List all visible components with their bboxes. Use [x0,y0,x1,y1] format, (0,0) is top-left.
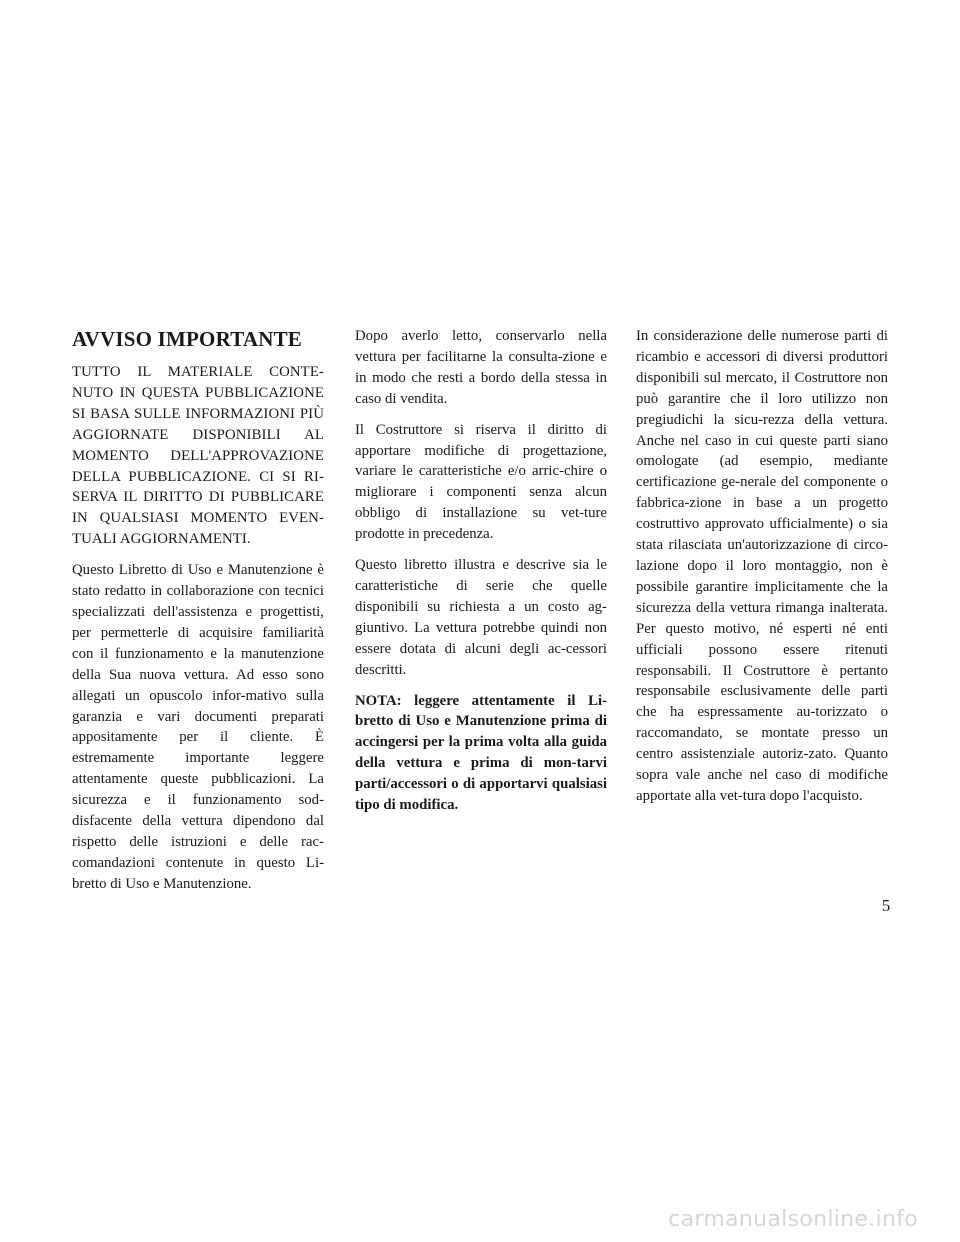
page-number: 5 [881,896,891,915]
page-title: AVVISO IMPORTANTE [72,327,303,351]
spare-parts-paragraph: In considerazione delle numerose parti di ricambio e accessori di diversi produttori disponibili sul mercato, il Costruttore non può garantire che il loro utilizzo non pregiudichi la sicu-rezza della vettura. Anche nel caso in cui queste parti siano omologate (ad esempio, mediante certificazione ge-nerale del componente o fabbrica-zione in base a un progetto costruttivo approvato ufficialmente) o sia stata rilasciata un'autorizzazione di circo-lazione dopo il loro montaggio, non è possibile garantire implicitamente che la sicurezza della vettura rimanga inalterata. Per questo motivo, né esperti né enti ufficiali possono essere ritenuti responsabili. Il Costruttore è pertanto responsabile esclusivamente delle parti che ha espressamente au-torizzato o raccomandato, se montate presso un centro assistenziale autoriz-zato. Quanto sopra vale anche nel caso di modifiche apportate alla vet-tura dopo l'acquisto. [636,328,888,804]
storage-paragraph: Dopo averlo letto, conservarlo nella vettura per facilitarne la consulta-zione e in modo che resti a bordo della stessa in caso di vendita. [355,328,607,407]
manual-intro-paragraph: Questo Libretto di Uso e Manutenzione è stato redatto in collaborazione con tecnici specializzati dell'assistenza e progettisti, per permetterle di acquisire familiarità con il funzionamento e la manutenzione della Sua nuova vettura. Ad esso sono allegati un opuscolo infor-mativo sulla garanzia e vari documenti preparati appositamente per il cliente. È estremamente importante leggere attentamente queste pubblicazioni. La sicurezza e il funzionamento sod-disfacente della vettura dipendono dal rispetto delle istruzioni e delle rac-comandazioni contenute in questo Li-bretto di Uso e Manutenzione. [72,562,324,892]
column-left [72,326,324,905]
column-right [636,326,888,817]
column-middle [355,326,607,826]
note-paragraph: NOTA: leggere attentamente il Li-bretto di Uso e Manutenzione prima di accingersi per la prima volta alla guida della vettura e prima di mon-tarvi parti/accessori o di apportarvi qualsiasi tipo di modifica. [355,692,607,814]
features-paragraph: Questo libretto illustra e descrive sia le caratteristiche di serie che quelle disponibili su richiesta a un costo ag-giuntivo. La vettura potrebbe quindi non essere dotata di alcuni degli ac-cessori descritti. [355,557,607,678]
watermark: carmanualsonline.info [668,1207,918,1232]
update-notice: TUTTO IL MATERIALE CONTE-NUTO IN QUESTA PUBBLICAZIONE SI BASA SULLE INFORMAZIONI PIÙ AGGIORNATE DISPONIBILI AL MOMENTO DELL'APPROVAZIONE DELLA PUBBLICAZIONE. CI SI RI-SERVA IL DIRITTO DI PUBBLICARE IN QUALSIASI MOMENTO EVEN-TUALI AGGIORNAMENTI. [72,364,324,548]
modifications-paragraph: Il Costruttore si riserva il diritto di apportare modifiche di progettazione, variare le caratteristiche e/o arric-chire o migliorare i componenti senza alcun obbligo di installazione su vet-ture prodotte in precedenza. [355,421,607,543]
